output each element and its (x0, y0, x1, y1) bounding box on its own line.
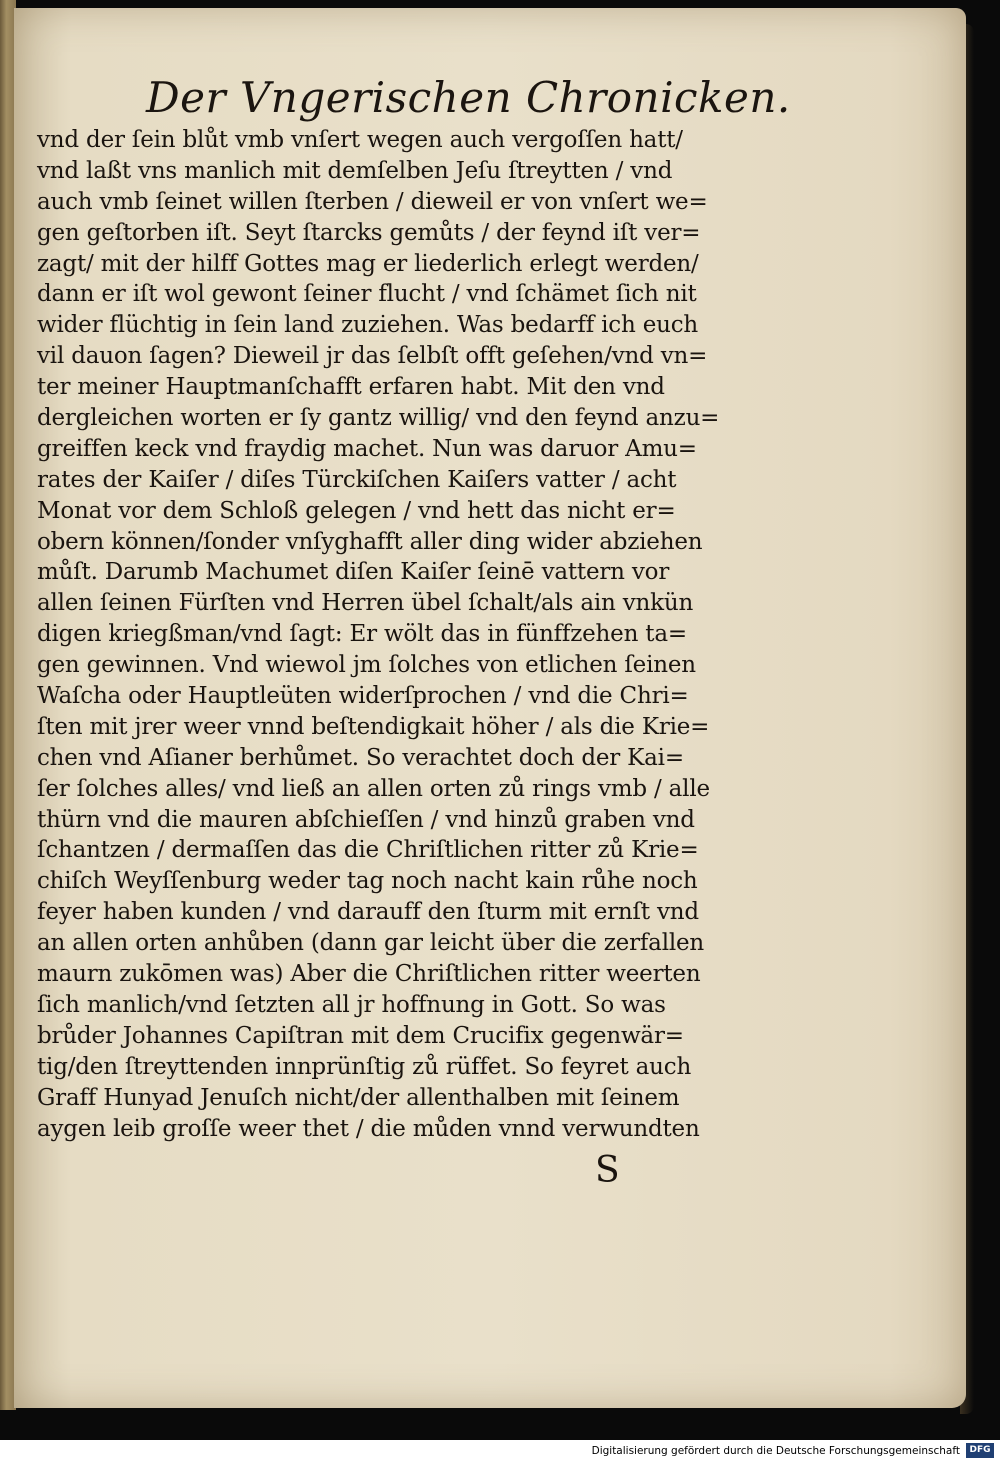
text-line: dann er iſt wol gewont ſeiner flucht / vnd ſchämet ſich nit (37, 281, 697, 308)
text-line: feyer haben kunden / vnd darauff den ſturm mit ernſt vnd (37, 899, 699, 926)
text-line: auch vmb ſeinet willen ſterben / dieweil er von vnſert we= (37, 188, 708, 215)
text-line: vnd laßt vns manlich mit demſelben Jeſu ſtreytten / vnd (37, 157, 673, 184)
running-head: Der Vngerischen Chronicken. (146, 73, 791, 122)
text-line: digen kriegßman/vnd ſagt: Er wölt das in fünffzehen ta= (37, 621, 687, 648)
text-line: an allen orten anhůben (dann gar leicht über die zerfallen (37, 930, 705, 957)
text-line: gen gewinnen. Vnd wiewol jm ſolches von etlichen ſeinen (37, 652, 696, 679)
text-line: Waſcha oder Hauptleüten widerſprochen / vnd die Chri= (37, 683, 689, 710)
text-line: thürn vnd die mauren abſchieſſen / vnd hinzů graben vnd (37, 806, 695, 833)
signature-mark: S (595, 1150, 620, 1191)
text-line: Monat vor dem Schloß gelegen / vnd hett das nicht er= (37, 497, 676, 524)
text-line: tig/den ſtreyttenden innprünſtig zů rüffet. So feyret auch (37, 1053, 692, 1080)
text-line: gen geſtorben iſt. Seyt ſtarcks gemůts / der feynd iſt ver= (37, 219, 701, 246)
text-line: vil dauon ſagen? Dieweil jr das ſelbſt offt geſehen/vnd vn= (37, 343, 708, 370)
funding-credit: Digitalisierung gefördert durch die Deutsche Forschungsgemeinschaft (591, 1445, 960, 1457)
text-line: ſchantzen / dermaſſen das die Chriſtlichen ritter zů Krie= (37, 837, 699, 864)
text-line: brůder Johannes Capiſtran mit dem Crucifix gegenwär= (37, 1022, 684, 1049)
text-line: můſt. Darumb Machumet diſen Kaiſer ſeinē vattern vor (37, 559, 670, 586)
text-line: ſten mit jrer weer vnnd beſtendigkait höher / als die Krie= (37, 713, 710, 740)
text-line: wider flüchtig in ſein land zuziehen. Was bedarff ich euch (37, 312, 699, 339)
text-line: greiffen keck vnd fraydig machet. Nun was daruor Amu= (37, 435, 697, 462)
body-text (37, 125, 737, 1144)
text-line: chen vnd Aſianer berhůmet. So verachtet doch der Kai= (37, 744, 684, 771)
text-line: Graff Hunyad Jenuſch nicht/der allenthalben mit ſeinem (37, 1084, 680, 1111)
text-line: vnd der ſein blůt vmb vnſert wegen auch vergoſſen hatt/ (37, 127, 683, 153)
text-line: aygen leib groſſe weer thet / die můden vnnd verwundten (37, 1115, 700, 1142)
text-line: dergleichen worten er ſy gantz willig/ vnd den feynd anzu= (37, 405, 720, 432)
text-line: rates der Kaiſer / diſes Türckiſchen Kaiſers vatter / acht (37, 466, 677, 493)
dfg-logo-icon: DFG (966, 1443, 994, 1458)
text-line: ſich manlich/vnd ſetzten all jr hoffnung in Gott. So was (37, 991, 666, 1018)
text-line: ter meiner Hauptmanſchafft erfaren habt. Mit den vnd (37, 374, 665, 401)
text-line: obern können/ſonder vnſyghafft aller ding wider abziehen (37, 528, 703, 555)
text-line: ſer ſolches alles/ vnd ließ an allen orten zů rings vmb / alle (37, 775, 710, 802)
text-line: zagt/ mit der hilff Gottes mag er liederlich erlegt werden/ (37, 250, 699, 277)
text-line: chiſch Weyſſenburg weder tag noch nacht kain růhe noch (37, 868, 698, 895)
text-line: maurn zukōmen was) Aber die Chriſtlichen ritter weerten (37, 961, 701, 988)
text-line: allen ſeinen Fürſten vnd Herren übel ſchalt/als ain vnkün (37, 590, 694, 617)
